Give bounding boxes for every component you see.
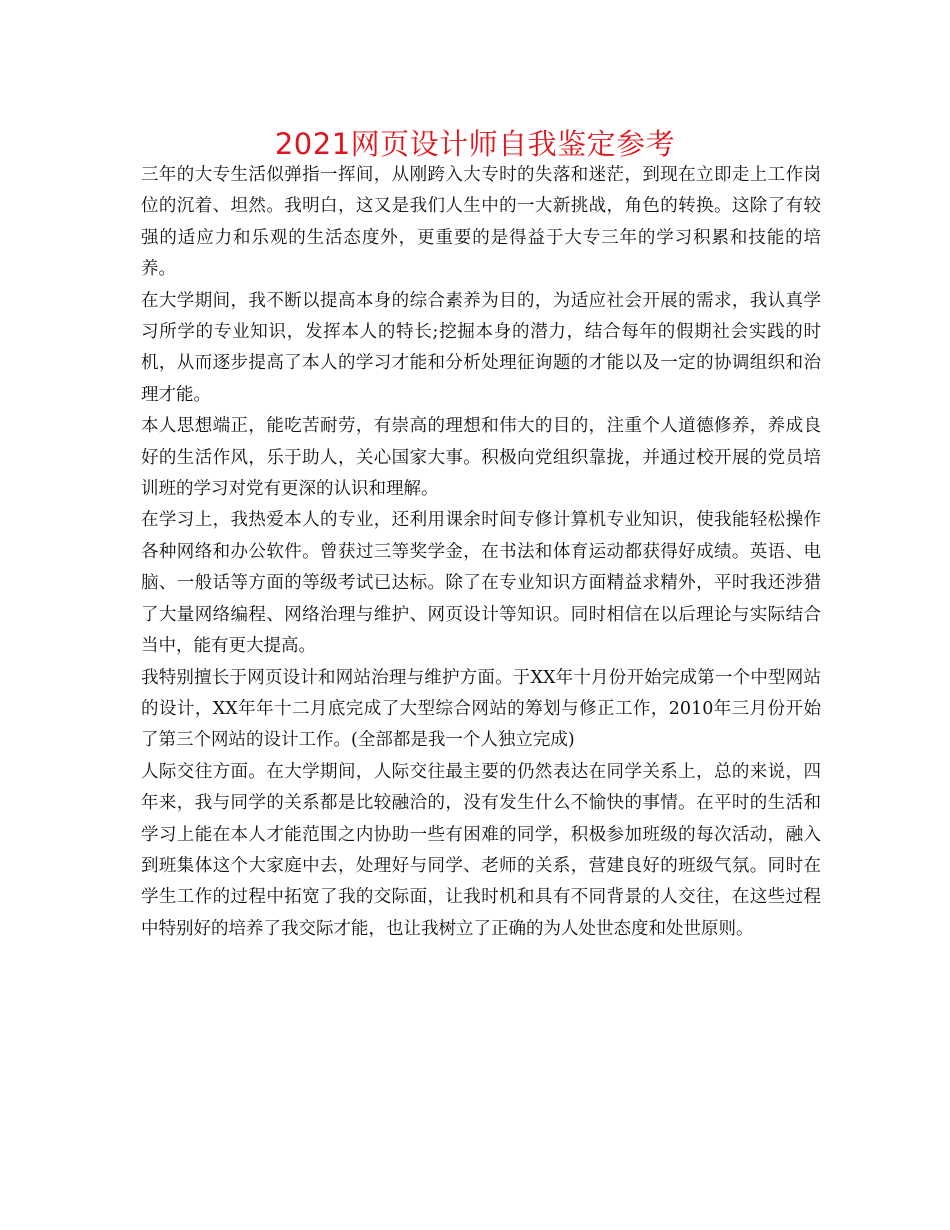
document-title: 2021网页设计师自我鉴定参考 (274, 127, 676, 161)
paragraph-interpersonal: 人际交往方面。在大学期间，人际交往最主要的仍然表达在同学关系上，总的来说，四年来，我与同学的关系都是比较融洽的，没有发生什么不愉快的事情。在平时的生活和学习上能在本人才能范围之内协助一些有困难的同学，积极参加班级的每次活动，融入到班集体这个大家庭中去，处理好与同学、老师的关系，营建良好的班级气氛。同时在学生工作的过程中拓宽了我的交际面，让我时机和具有不同背景的人交往，在这些过程中特别好的培养了我交际才能，也让我树立了正确的为人处世态度和处世原则。 (141, 761, 821, 939)
paragraph-ideology: 本人思想端正，能吃苦耐劳，有崇高的理想和伟大的目的，注重个人道德修养，养成良好的生活作风，乐于助人，关心国家大事。积极向党组织靠拢，并通过校开展的党员培训班的学习对党有更深的认识和理解。 (141, 416, 821, 500)
paragraph-study: 在学习上，我热爱本人的专业，还利用课余时间专修计算机专业知识，使我能轻松操作各种网络和办公软件。曾获过三等奖学金，在书法和体育运动都获得好成绩。英语、电脑、一般话等方面的等级考试已达标。除了在专业知识方面精益求精外，平时我还涉猎了大量网络编程、网络治理与维护、网页设计等知识。同时相信在以后理论与实际结合当中，能有更大提高。 (141, 510, 821, 657)
paragraph-intro: 三年的大专生活似弹指一挥间，从刚跨入大专时的失落和迷茫，到现在立即走上工作岗位的沉着、坦然。我明白，这又是我们人生中的一大新挑战，角色的转换。这除了有较强的适应力和乐观的生活态度外，更重要的是得益于大专三年的学习积累和技能的培养。 (141, 165, 821, 280)
paragraph-university-period: 在大学期间，我不断以提高本身的综合素养为目的，为适应社会开展的需求，我认真学习所学的专业知识，发挥本人的特长;挖掘本身的潜力，结合每年的假期社会实践的时机，从而逐步提高了本人的学习才能和分析处理征询题的才能以及一定的协调组织和治理才能。 (141, 290, 821, 405)
paragraph-web-design: 我特别擅长于网页设计和网站治理与维护方面。于XX年十月份开始完成第一个中型网站的设计，XX年年十二月底完成了大型综合网站的筹划与修正工作，2010年三月份开始了第三个网站的设计工作。(全部都是我一个人独立完成) (141, 667, 821, 751)
document-body (141, 160, 821, 945)
